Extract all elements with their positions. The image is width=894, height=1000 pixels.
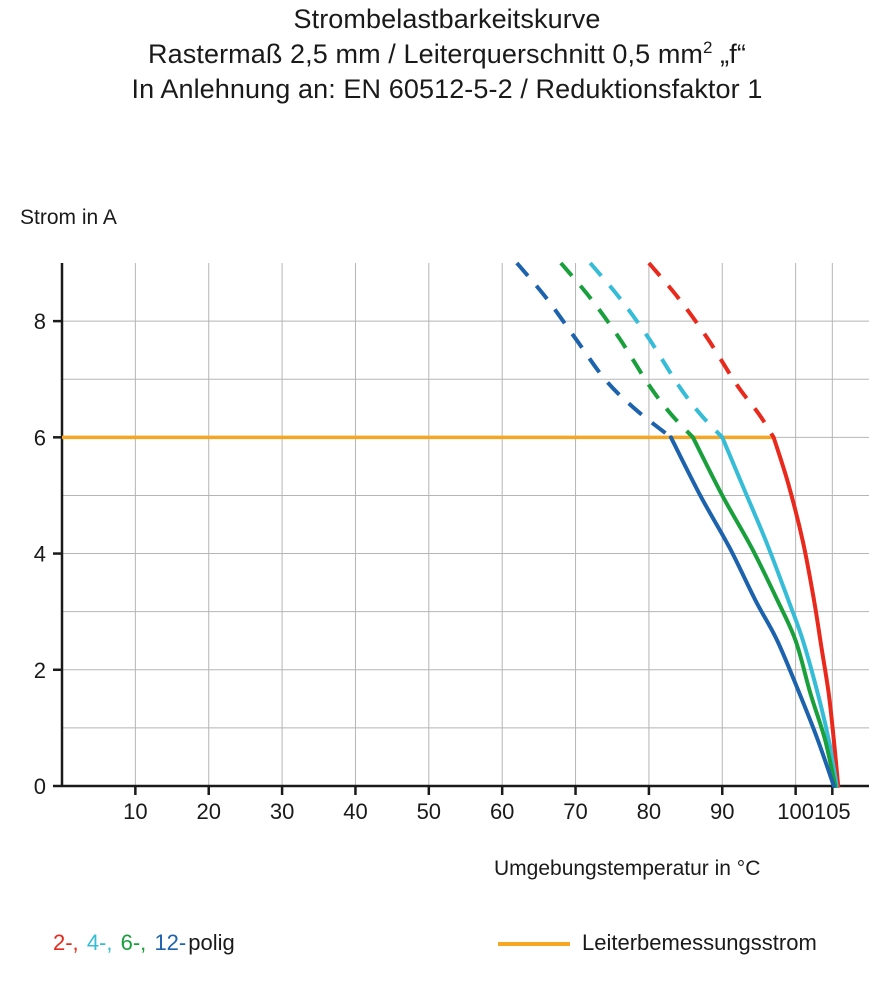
x-tick-label: 40 bbox=[343, 799, 368, 824]
x-tick-label: 10 bbox=[123, 799, 148, 824]
legend-poles-4: 4-, bbox=[86, 930, 113, 955]
gridlines bbox=[62, 263, 869, 786]
legend-poles-12: 12- bbox=[154, 930, 187, 955]
title-line-2-post: „f“ bbox=[712, 39, 746, 70]
y-tick-label: 6 bbox=[33, 425, 46, 451]
axis-lines bbox=[53, 263, 869, 795]
x-tick-label: 30 bbox=[269, 799, 295, 824]
legend-poles bbox=[53, 930, 237, 956]
legend-poles-2: 2-, bbox=[53, 930, 79, 955]
y-tick-label: 8 bbox=[33, 309, 46, 335]
x-tick-label: 100 bbox=[777, 799, 814, 824]
y-tick-label: 2 bbox=[33, 657, 46, 683]
title-line-1: Strombelastbarkeitskurve bbox=[293, 4, 601, 34]
x-tick-label: 60 bbox=[489, 799, 515, 824]
y-axis-title: Strom in A bbox=[20, 206, 117, 229]
legend-rated-swatch bbox=[498, 942, 570, 946]
legend-poles-suffix: polig bbox=[188, 930, 235, 955]
curve-series-group bbox=[517, 263, 838, 786]
tick-labels bbox=[34, 309, 851, 824]
title-line-3: In Anlehnung an: EN 60512-5-2 / Reduktionsfaktor 1 bbox=[131, 74, 763, 105]
x-tick-label: 20 bbox=[196, 799, 221, 824]
y-tick-label: 0 bbox=[33, 774, 46, 799]
x-tick-label: 80 bbox=[636, 799, 662, 824]
chart-legend bbox=[0, 930, 894, 990]
title-line-2-pre: Rastermaß 2,5 mm / Leiterquerschnitt 0,5 mm bbox=[148, 39, 704, 70]
legend-rated-label: Leiterbemessungsstrom bbox=[582, 930, 817, 955]
title-line-2-superscript: 2 bbox=[703, 38, 713, 58]
legend-poles-6: 6-, bbox=[120, 930, 147, 955]
x-tick-label: 70 bbox=[563, 799, 588, 824]
series-dashed-12-polig bbox=[517, 263, 671, 437]
x-tick-label: 90 bbox=[710, 799, 735, 824]
x-tick-label: 105 bbox=[813, 799, 851, 824]
x-tick-label: 50 bbox=[416, 799, 442, 824]
y-tick-label: 4 bbox=[33, 541, 46, 567]
x-axis-title: Umgebungstemperatur in °C bbox=[494, 857, 761, 880]
series-dashed-4-polig bbox=[590, 263, 722, 437]
